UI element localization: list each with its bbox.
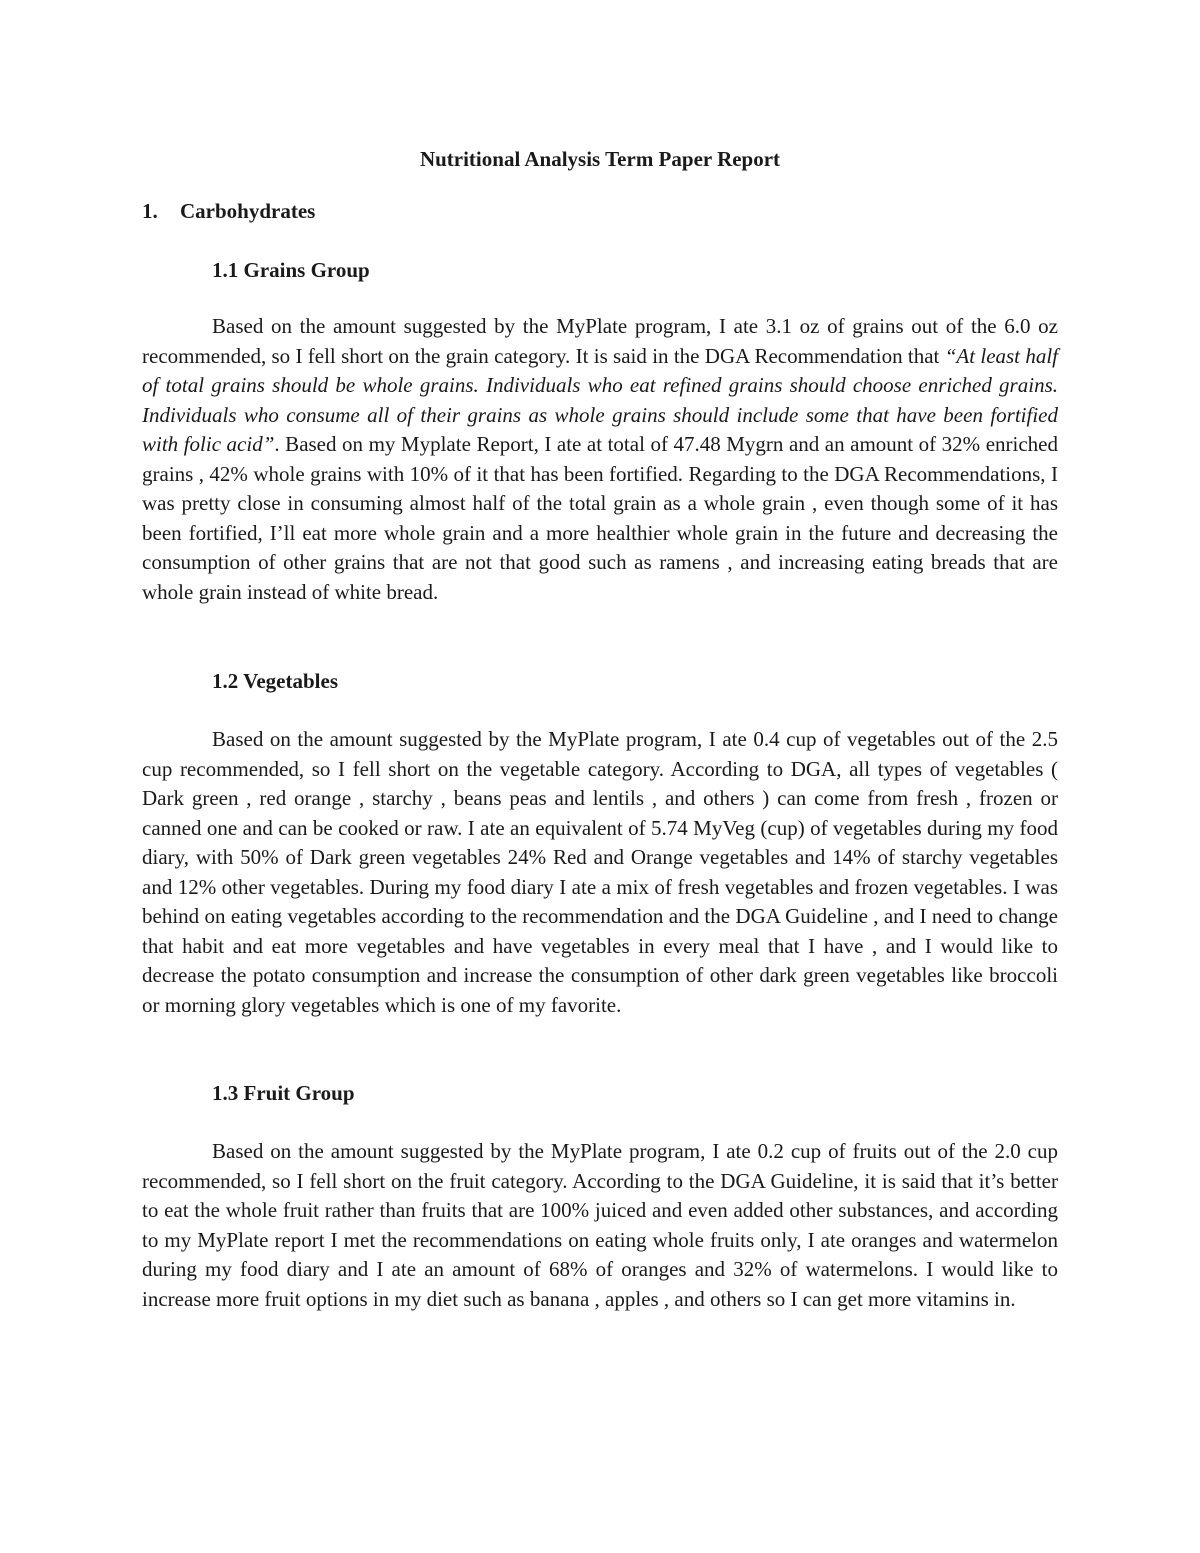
page-title: Nutritional Analysis Term Paper Report xyxy=(419,147,781,171)
dga-quote: “At least half of total grains should be whole grains. Individuals who eat refined grains should choose enriched grains. Individuals who consume all of their grains as whole grains should include some that have been fortified with folic acid” xyxy=(142,343,1058,456)
paragraph-vegetables: Based on the amount suggested by the MyPlate program, I ate 0.4 cup of vegetables out of the 2.5 cup recommended, so I fell short on the vegetable category. According to DGA, all types of vegetables ( Dark green , red orange , starchy , beans peas and lentils , and others ) can come from fresh , frozen or canned one and can be cooked or raw. I ate an equivalent of 5.74 MyVeg (cup) of vegetables during my food diary, with 50% of Dark green vegetables 24% Red and Orange vegetables and 14% of starchy vegetables and 12% other vegetables. During my food diary I ate a mix of fresh vegetables and frozen vegetables. I was behind on eating vegetables according to the recommendation and the DGA Guideline , and I need to change that habit and eat more vegetables and have vegetables in every meal that I have , and I would like to decrease the potato consumption and increase the consumption of other dark green vegetables like broccoli or morning glory vegetables which is one of my favorite. xyxy=(142,727,1058,1017)
subsection-heading-vegetables: 1.2 Vegetables xyxy=(212,669,338,693)
paragraph-grains-rest: . Based on my Myplate Report, I ate at total of 47.48 Mygrn and an amount of 32% enriched grains , 42% whole grains with 10% of it that has been fortified. Regarding to the DGA Recommendations, I was pretty close in consuming almost half of the total grain as a whole grain , even though some of it has been fortified, I’ll eat more whole grain and a more healthier whole grain in the future and decreasing the consumption of other grains that are not that good such as ramens , and increasing eating breads that are whole grain instead of white bread. xyxy=(142,432,1058,604)
paragraph-grains-lead: Based on the amount suggested by the MyPlate program, I ate 3.1 oz of grains out of the 6.0 oz recommended, so I fell short on the grain category. It is said in the DGA Recommendation that xyxy=(142,314,1058,368)
section-number: 1. xyxy=(142,199,158,223)
subsection-heading-grains: 1.1 Grains Group xyxy=(212,258,370,282)
section-label: Carbohydrates xyxy=(180,199,316,223)
subsection-heading-fruit: 1.3 Fruit Group xyxy=(212,1081,355,1105)
paragraph-grains xyxy=(142,312,1058,607)
section-heading-carbohydrates xyxy=(142,196,315,226)
paragraph-fruit: Based on the amount suggested by the MyPlate program, I ate 0.2 cup of fruits out of the 2.0 cup recommended, so I fell short on the fruit category. According to the DGA Guideline, it is said that it’s better to eat the whole fruit rather than fruits that are 100% juiced and even added other substances, and according to my MyPlate report I met the recommendations on eating whole fruits only, I ate oranges and watermelon during my food diary and I ate an amount of 68% of oranges and 32% of watermelons. I would like to increase more fruit options in my diet such as banana , apples , and others so I can get more vitamins in. xyxy=(142,1139,1058,1311)
